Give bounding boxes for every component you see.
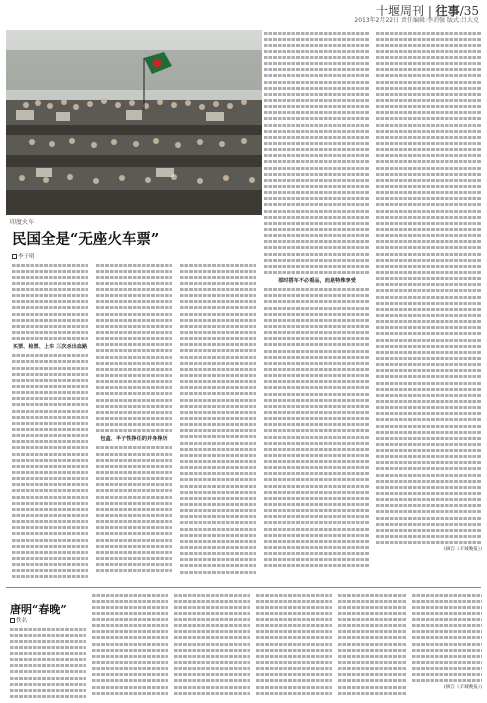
crowded-train-photo — [6, 30, 262, 215]
author-marker-icon — [12, 254, 17, 259]
author-marker-icon — [10, 618, 15, 623]
article2-column-a — [10, 626, 86, 700]
article2-column-c — [174, 592, 250, 700]
subhead-ticket-fight: 买票、检票、上车 三次杀出血路 — [12, 343, 88, 350]
article1-column-b — [96, 262, 172, 584]
article2-signoff: (摘自《羊城晚报》) — [443, 685, 482, 691]
article1-signoff: (摘自《羊城晚报》) — [443, 546, 482, 552]
subhead-special-enjoyment: 那时搭车不必看品，而是特殊享受 — [278, 277, 356, 284]
publication-title: 十堰周刊 | 往事/35 — [375, 4, 479, 18]
article1-column-d — [264, 30, 370, 584]
article-author-main: 李子明 — [12, 252, 35, 260]
article2-column-d — [256, 592, 332, 700]
issue-meta: 2013年2月22日 责任编辑:李消强 版式:吕大克 — [354, 17, 479, 24]
article2-column-b — [92, 592, 168, 700]
section-divider — [6, 587, 481, 588]
article1-column-c — [180, 262, 256, 584]
masthead — [0, 0, 487, 26]
article2-column-f — [412, 592, 482, 700]
page-number: /35 — [459, 4, 479, 18]
article1-column-e — [376, 30, 482, 584]
section-name: 往事 — [435, 4, 460, 18]
photo-illustration — [6, 30, 262, 215]
article1-column-a — [12, 262, 88, 584]
article2-column-e — [338, 592, 406, 700]
subhead-body-experience: 包盒、半子性挣任的并身挣历 — [100, 435, 168, 442]
photo-caption: 印度火车 — [10, 219, 35, 226]
article-author-secondary: 佚名 — [10, 616, 27, 624]
article-title-main: 民国全是“无座火车票” — [12, 231, 160, 248]
article-title-secondary: 唐明“春晚” — [10, 603, 67, 616]
